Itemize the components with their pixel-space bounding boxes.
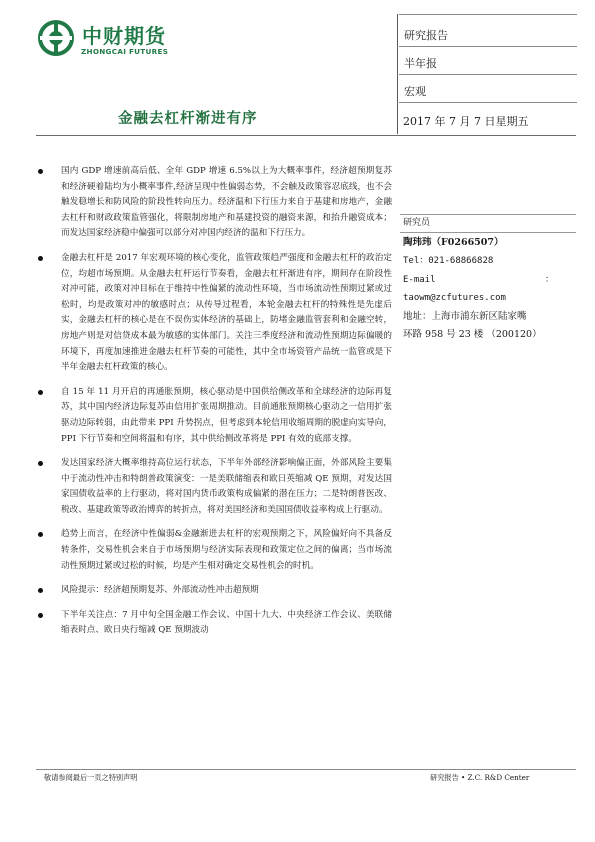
list-item: 趋势上而言，在经济中性偏弱&金融渐进去杠杆的宏观预期之下，风险偏好向不具备反转条件，交易性机会来自于市场预期与经济实际表现和政策定位之间的偏离；当市场流动性预期过紧或过松的时候，均是产生相对确定交易性机会的时机。	[36, 527, 392, 574]
company-logo	[36, 18, 176, 64]
analyst-tel: Tel：021-68866828	[403, 256, 494, 267]
bullet-icon	[38, 588, 43, 593]
list-item: 国内 GDP 增速前高后低、全年 GDP 增速 6.5%以上为大概率事件，经济超预期复苏和经济硬着陆均为小概率事件,经济呈现中性偏弱态势，不会触及政策容忍底线，也不会触发稳增长和防风险的阶段性转向压力。经济温和下行压力来自于基建和房地产，金融去杠杆和财政政策监管强化，将限制房地产和基建投资的融资来源，和抬升融资成本；而发达国家经济稳中偏强可以部分对冲国内经济的温和下行压力。	[36, 164, 392, 242]
footer-disclaimer: 敬请参阅最后一页之特别声明	[44, 773, 138, 782]
logo-emblem-icon	[38, 20, 74, 56]
bullet-icon	[38, 461, 43, 466]
report-period: 半年报	[404, 57, 437, 70]
header-rule	[399, 14, 577, 15]
header-rule	[399, 74, 577, 75]
footer-org: 研究报告 • Z.C. R&D Center	[430, 773, 530, 782]
bullet-icon	[38, 390, 43, 395]
list-item: 金融去杠杆是 2017 年宏观环境的核心变化，监管政策趋严强度和金融去杠杆的政治定位，均超市场预期。从金融去杠杆运行节奏看，金融去杠杆渐进有序，期间存在阶段性对冲可能，政策对冲目标在于维持中性偏紧的流动性环境，当市场流动性预期过紧或过松时，均是政策对冲的敏感时点；从传导过程看，本轮金融去杠杆的特殊性是先虚后实，金融去杠杆的核心是在不误伤实体经济的基础上，防堵金融监管套利和金融空转，房地产则是对信贷成本最为敏感的实体部门。关注三季度经济和流动性预期边际偏暖的环境下，再度加速推进金融去杠杆节奏的可能性，其中全市场资管产品统一监管或是下半年金融去杠杆政策的核心。	[36, 251, 392, 376]
analyst-heading: 研究员	[400, 214, 576, 233]
report-date: 2017 年 7 月 7 日星期五	[403, 115, 529, 128]
analyst-name: 陶玮玮（F0266507）	[403, 237, 504, 248]
list-item: 自 15 年 11 月开启的再通胀预期，核心驱动是中国供给侧改革和全球经济的边际再复苏，其中国内经济边际复苏由信用扩张周期推动。目前通胀预期核心驱动之一信用扩张驱动边际转弱，由此带来 PPI 升势拐点，但考虑到本轮信用收缩周期的脱虚向实导向，PPI 下行节奏和空间将温和有序，其中供给侧改革将是 PPI 有效的底部支撑。	[36, 385, 392, 447]
logo-name-en: ZHONGCAI FUTURES	[81, 47, 169, 56]
title-rule	[36, 135, 576, 136]
bullet-icon	[38, 256, 43, 261]
page-title: 金融去杠杆渐进有序	[118, 110, 258, 127]
header-rule	[399, 102, 577, 103]
analyst-email-label-row	[400, 271, 576, 289]
bullet-icon	[38, 613, 43, 618]
logo-name-cn: 中财期货	[82, 24, 166, 48]
list-item: 风险提示：经济超预期复苏、外部流动性冲击超预期	[36, 583, 392, 599]
analyst-email[interactable]: taowm@zcfutures.com	[403, 293, 506, 304]
summary-bullets	[36, 164, 392, 648]
header-divider	[397, 14, 398, 134]
email-colon: ：	[544, 274, 554, 285]
email-label: E-mail	[403, 274, 436, 285]
report-category: 宏观	[404, 85, 426, 98]
list-item: 发达国家经济大概率维持高位运行状态，下半年外部经济影响偏正面，外部风险主要集中于流动性冲击和特朗普政策演变：一是美联储缩表和欧日英缩减 QE 预期，对发达国家国债收益率的上行驱动，将对国内货币政策构成偏紧的潜在压力；二是特朗普医改、税改、基建政策等政治博弈的转折点，将对美国经济和美国国债收益率构成上行驱动。	[36, 456, 392, 518]
header-rule	[399, 46, 577, 47]
bullet-icon	[38, 169, 43, 174]
report-type: 研究报告	[404, 29, 448, 42]
list-item: 下半年关注点：7 月中旬全国金融工作会议、中国十九大、中央经济工作会议、美联储缩表时点、欧日央行缩减 QE 预期波动	[36, 608, 392, 639]
analyst-panel	[400, 214, 576, 344]
analyst-address-line2: 环路 958 号 23 楼 （200120）	[403, 329, 542, 341]
analyst-address-line1: 地址：上海市浦东新区陆家嘴	[403, 310, 527, 322]
bullet-icon	[38, 532, 43, 537]
footer-rule	[36, 769, 576, 770]
